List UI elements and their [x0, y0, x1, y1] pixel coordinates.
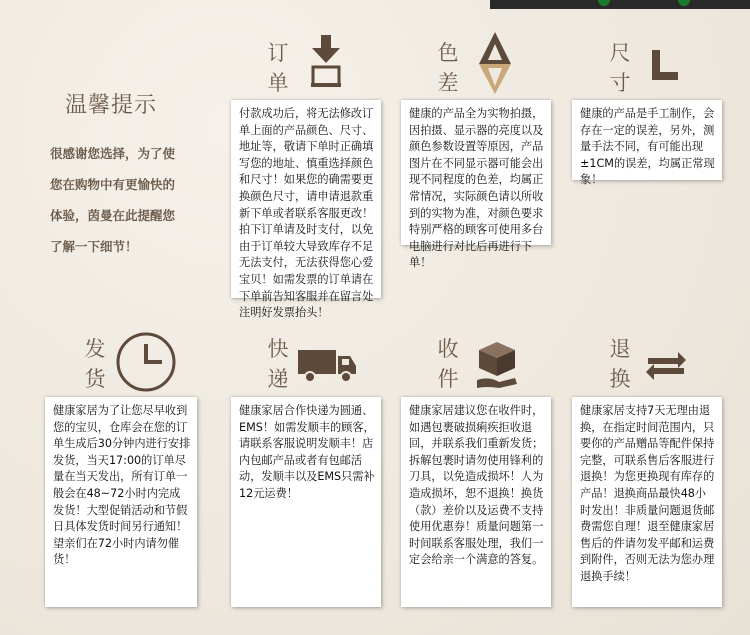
return-card: 健康家居支持7天无理由退换，在指定时间范围内，只要你的产品赠品等配件保持完整，可联系售后客服进行退换！为您更换现有库存的产品！退换商品最快48小时发出！非质量问题退货邮费需您自理！退至健康家居售后的件请勿发平邮和运费到附件，否则无法为您办理退换手续！ [572, 397, 722, 607]
notice-title: 温馨提示 [65, 93, 158, 118]
ship-label-bottom: 货 [84, 367, 106, 391]
size-label [608, 38, 632, 98]
express-label-bottom: 递 [267, 367, 289, 391]
receive-card: 健康家居建议您在收件时，如遇包裹破损痢疾拒收退回，并联系我们重新发货；拆解包裹时请勿使用锋利的刀具，以免造成损坏！人为造成损坏，恕不退换！换货（款）差价以及运费不支持使用优惠券！质量问题第一时间联系客服处理，我们一定会给亲一个满意的答复。 [401, 397, 551, 607]
return-label [608, 334, 632, 394]
ship-label-top: 发 [84, 337, 106, 361]
order-label-bottom: 单 [267, 71, 289, 95]
express-label [266, 334, 290, 394]
return-label-bottom: 换 [609, 367, 631, 391]
ruler-icon [650, 50, 680, 82]
color-card: 健康的产品全为实物拍摄，因拍摄、显示器的亮度以及颜色参数设置等原因，产品图片在不同显示器可能会出现不同程度的色差，均属正常情况，实际颜色请以所收到的实物为准，对颜色要求特别严格的顾客可使用多台电脑进行对比后再进行下单！ [401, 100, 551, 245]
size-label-bottom: 寸 [609, 71, 631, 95]
size-card: 健康的产品是手工制作，会存在一定的误差，另外，测量手法不同，有可能出现±1CM的误差，均属正常现象！ [572, 100, 722, 180]
notice-text: 很感谢您选择，为了使您在购物中有更愉快的体验，茵曼在此提醒您了解一下细节！ [50, 146, 176, 254]
receive-label-top: 收 [437, 337, 459, 361]
return-label-top: 退 [609, 337, 631, 361]
color-label [436, 38, 460, 98]
ship-label [83, 334, 107, 394]
ship-card: 健康家居为了让您尽早收到您的宝贝，仓库会在您的订单生成后30分钟内进行安排发货，当天17:00的订单尽量在当天发出，所有订单一般会在48~72小时内完成发货！大型促销活动和节假日具体发货时间另行通知！望亲们在72小时内请勿催货！ [45, 397, 197, 607]
order-label [266, 38, 290, 98]
download-order-icon [308, 33, 344, 89]
exchange-icon [644, 348, 688, 384]
package-hand-icon [475, 340, 519, 390]
color-diff-icon [477, 30, 513, 96]
receive-label [436, 334, 460, 394]
toolbar-green-tab [598, 0, 610, 6]
color-label-bottom: 差 [437, 71, 459, 95]
toolbar-green-tab [678, 0, 690, 6]
size-label-top: 尺 [609, 41, 631, 65]
browser-toolbar-strip [490, 0, 750, 9]
express-label-top: 快 [267, 337, 289, 361]
clock-icon [114, 330, 178, 394]
color-label-top: 色 [437, 41, 459, 65]
receive-label-bottom: 件 [437, 367, 459, 391]
express-card: 健康家居合作快递为圆通、EMS！如需发顺丰的顾客，请联系客服说明发顺丰！店内包邮产品或者有包邮活动，发顺丰以及EMS只需补12元运费！ [231, 397, 381, 607]
truck-icon [298, 348, 358, 384]
order-card: 付款成功后，将无法修改订单上面的产品颜色、尺寸、地址等，敬请下单时正确填写您的地址、慎重选择颜色和尺寸！如果您的确需要更换颜色尺寸，请申请退款重新下单或者联系客服更改！拍下订单请及时支付，以免由于订单较大导致库存不足无法支付，无法获得您心爱宝贝！如需发票的订单请在下单前告知客服并在留言处注明好发票抬头！ [231, 100, 381, 298]
order-label-top: 订 [267, 41, 289, 65]
